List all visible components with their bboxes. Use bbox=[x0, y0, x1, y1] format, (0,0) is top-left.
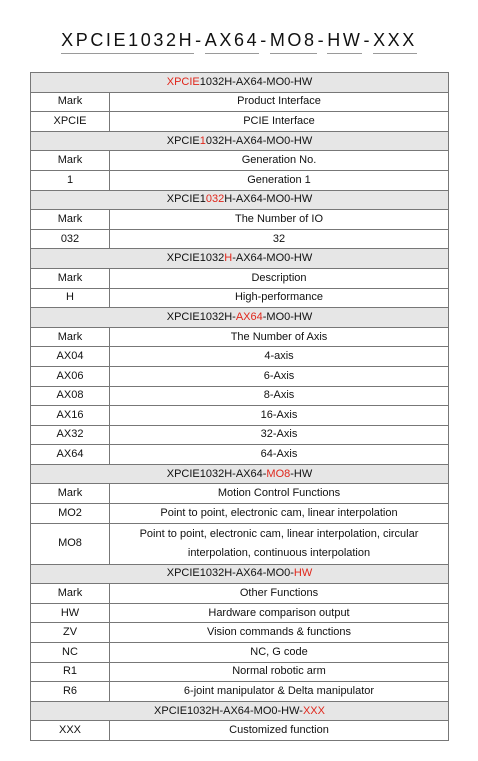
col-desc-header: Product Interface bbox=[110, 92, 449, 112]
title-segment: MO8 bbox=[270, 30, 317, 54]
desc-cell: 32 bbox=[110, 229, 449, 249]
col-desc-header: Other Functions bbox=[110, 584, 449, 604]
col-desc-header: The Number of IO bbox=[110, 210, 449, 230]
title-segment: AX64 bbox=[205, 30, 259, 54]
col-mark-header: Mark bbox=[31, 151, 110, 171]
col-mark-header: Mark bbox=[31, 268, 110, 288]
column-header-row bbox=[31, 92, 449, 112]
section-header-row bbox=[31, 73, 449, 93]
section-header: XPCIE1032H-AX64-MO0-HW bbox=[31, 73, 449, 93]
col-desc-header: Generation No. bbox=[110, 151, 449, 171]
title-separator: - bbox=[195, 30, 204, 50]
mark-cell: AX64 bbox=[31, 445, 110, 465]
mark-cell: AX04 bbox=[31, 347, 110, 367]
desc-cell: 32-Axis bbox=[110, 425, 449, 445]
section-header: XPCIE1032H-AX64-MO8-HW bbox=[31, 464, 449, 484]
spec-table bbox=[30, 72, 449, 741]
mark-cell: XXX bbox=[31, 721, 110, 741]
table-row bbox=[31, 170, 449, 190]
column-header-row bbox=[31, 268, 449, 288]
mark-cell: 032 bbox=[31, 229, 110, 249]
section-header-row bbox=[31, 564, 449, 584]
table-row bbox=[31, 406, 449, 426]
mark-cell: R1 bbox=[31, 662, 110, 682]
desc-cell: High-performance bbox=[110, 288, 449, 308]
col-desc-header: Motion Control Functions bbox=[110, 484, 449, 504]
mark-cell: XPCIE bbox=[31, 112, 110, 132]
title-wrap bbox=[0, 30, 478, 54]
section-header: XPCIE1032H-AX64-MO0-HW bbox=[31, 190, 449, 210]
col-desc-header: Description bbox=[110, 268, 449, 288]
col-mark-header: Mark bbox=[31, 92, 110, 112]
table-row bbox=[31, 229, 449, 249]
table-row bbox=[31, 445, 449, 465]
section-header: XPCIE1032H-AX64-MO0-HW bbox=[31, 308, 449, 328]
column-header-row bbox=[31, 484, 449, 504]
desc-cell: 8-Axis bbox=[110, 386, 449, 406]
column-header-row bbox=[31, 210, 449, 230]
desc-cell: Normal robotic arm bbox=[110, 662, 449, 682]
mark-cell: H bbox=[31, 288, 110, 308]
table-row bbox=[31, 603, 449, 623]
table-row bbox=[31, 288, 449, 308]
mark-cell: NC bbox=[31, 643, 110, 663]
desc-cell: NC, G code bbox=[110, 643, 449, 663]
mark-cell: MO2 bbox=[31, 504, 110, 524]
section-header-row bbox=[31, 131, 449, 151]
desc-cell: Hardware comparison output bbox=[110, 603, 449, 623]
desc-cell: 16-Axis bbox=[110, 406, 449, 426]
desc-cell: Vision commands & functions bbox=[110, 623, 449, 643]
mark-cell: HW bbox=[31, 603, 110, 623]
desc-cell: 6-joint manipulator & Delta manipulator bbox=[110, 682, 449, 702]
mark-cell: MO8 bbox=[31, 523, 110, 564]
title-separator: - bbox=[317, 30, 327, 50]
model-title bbox=[61, 30, 417, 54]
table-row bbox=[31, 112, 449, 132]
col-mark-header: Mark bbox=[31, 210, 110, 230]
desc-cell: 64-Axis bbox=[110, 445, 449, 465]
title-segment: XPCIE1032H bbox=[61, 30, 194, 54]
desc-cell: Generation 1 bbox=[110, 170, 449, 190]
section-header-row bbox=[31, 190, 449, 210]
column-header-row bbox=[31, 327, 449, 347]
desc-cell: Point to point, electronic cam, linear interpolation, circular interpolation, continuous interpolation bbox=[110, 523, 449, 564]
table-row bbox=[31, 662, 449, 682]
col-desc-header: The Number of Axis bbox=[110, 327, 449, 347]
title-separator: - bbox=[260, 30, 269, 50]
mark-cell: AX06 bbox=[31, 366, 110, 386]
col-mark-header: Mark bbox=[31, 484, 110, 504]
table-row bbox=[31, 643, 449, 663]
column-header-row bbox=[31, 584, 449, 604]
section-header-row bbox=[31, 249, 449, 269]
title-segment: XXX bbox=[373, 30, 417, 54]
table-row bbox=[31, 386, 449, 406]
title-separator: - bbox=[363, 30, 373, 50]
desc-cell: PCIE Interface bbox=[110, 112, 449, 132]
section-header: XPCIE1032H-AX64-MO0-HW bbox=[31, 564, 449, 584]
table-row bbox=[31, 721, 449, 741]
mark-cell: AX16 bbox=[31, 406, 110, 426]
desc-cell: Customized function bbox=[110, 721, 449, 741]
section-header-row bbox=[31, 308, 449, 328]
section-header: XPCIE1032H-AX64-MO0-HW-XXX bbox=[31, 701, 449, 721]
table-row bbox=[31, 366, 449, 386]
mark-cell: R6 bbox=[31, 682, 110, 702]
mark-cell: ZV bbox=[31, 623, 110, 643]
desc-cell: 4-axis bbox=[110, 347, 449, 367]
col-mark-header: Mark bbox=[31, 327, 110, 347]
section-header: XPCIE1032H-AX64-MO0-HW bbox=[31, 249, 449, 269]
desc-cell: 6-Axis bbox=[110, 366, 449, 386]
mark-cell: AX08 bbox=[31, 386, 110, 406]
column-header-row bbox=[31, 151, 449, 171]
title-segment: HW bbox=[327, 30, 362, 54]
table-row bbox=[31, 425, 449, 445]
mark-cell: 1 bbox=[31, 170, 110, 190]
table-row bbox=[31, 523, 449, 564]
section-header: XPCIE1032H-AX64-MO0-HW bbox=[31, 131, 449, 151]
table-row bbox=[31, 347, 449, 367]
section-header-row bbox=[31, 701, 449, 721]
col-mark-header: Mark bbox=[31, 584, 110, 604]
desc-cell: Point to point, electronic cam, linear interpolation bbox=[110, 504, 449, 524]
table-row bbox=[31, 682, 449, 702]
table-row bbox=[31, 504, 449, 524]
table-row bbox=[31, 623, 449, 643]
mark-cell: AX32 bbox=[31, 425, 110, 445]
section-header-row bbox=[31, 464, 449, 484]
